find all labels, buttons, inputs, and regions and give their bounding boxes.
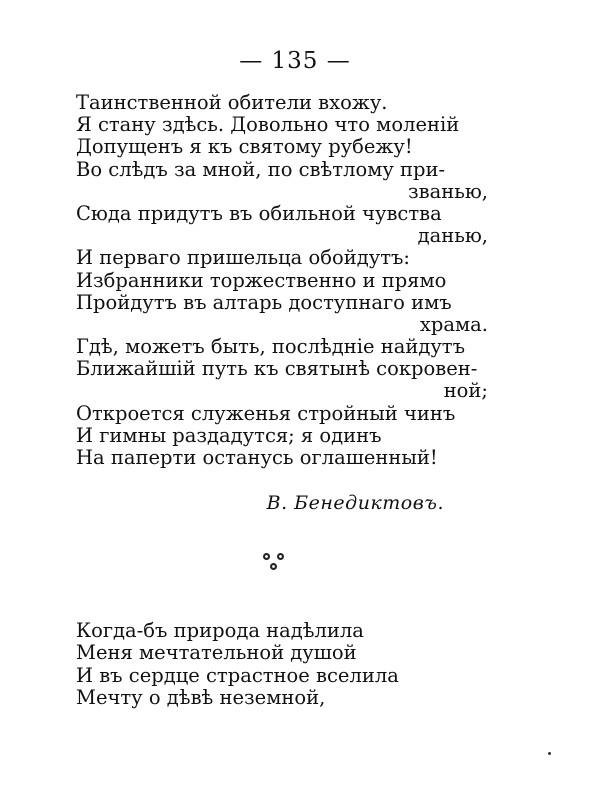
poem-line: Я стану здѣсь. Довольно что моленій [76,113,460,137]
poem-line-continuation: званью, [407,179,488,203]
fleuron-dot [277,553,284,560]
poem-line: И въ сердце страстное вселила [76,663,399,687]
poem-line-continuation: храма. [419,312,488,336]
poem-line: Откроется служенья стройный чинъ [76,401,456,425]
fleuron-dot [270,563,277,570]
poem-line-continuation: ной; [443,379,488,403]
poem-line: И перваго пришельца обойдутъ: [76,246,410,270]
three-dot-fleuron-icon [262,552,288,574]
poem-line: Таинственной обители вхожу. [76,91,388,114]
print-speck [548,752,551,755]
page-number: — 135 — [239,48,351,74]
fleuron-dot [263,553,270,560]
poem-line: На паперти останусь оглашенный! [76,446,438,469]
poem-line: Гдѣ, можетъ быть, послѣдніе найдутъ [76,335,465,359]
poem-line: Допущенъ я къ святому рубежу! [76,135,413,159]
poem-line: Сюда придутъ въ обильной чувства [76,201,442,225]
author-signature: В. Бенедиктовъ. [266,492,444,514]
poem-line: Когда-бъ природа надѣлила [76,619,364,642]
poem-line: Меня мечтательной душой [76,641,357,665]
poem-stanza-second [76,620,496,709]
poem-line-continuation: данью, [417,224,488,248]
poem-line: Мечту о дѣвѣ неземной, [76,685,326,709]
poem-stanza-benediktov [76,92,496,469]
poem-line: Избранники торжественно и прямо [76,268,447,292]
poem-line: Во слѣдъ за мной, по свѣтлому при- [76,157,446,181]
poem-line: Пройдутъ въ алтарь доступнаго имъ [76,290,452,314]
poem-line: И гимны раздадутся; я одинъ [76,423,382,447]
poem-line: Ближайшій путь къ святынѣ сокровен- [76,357,478,381]
